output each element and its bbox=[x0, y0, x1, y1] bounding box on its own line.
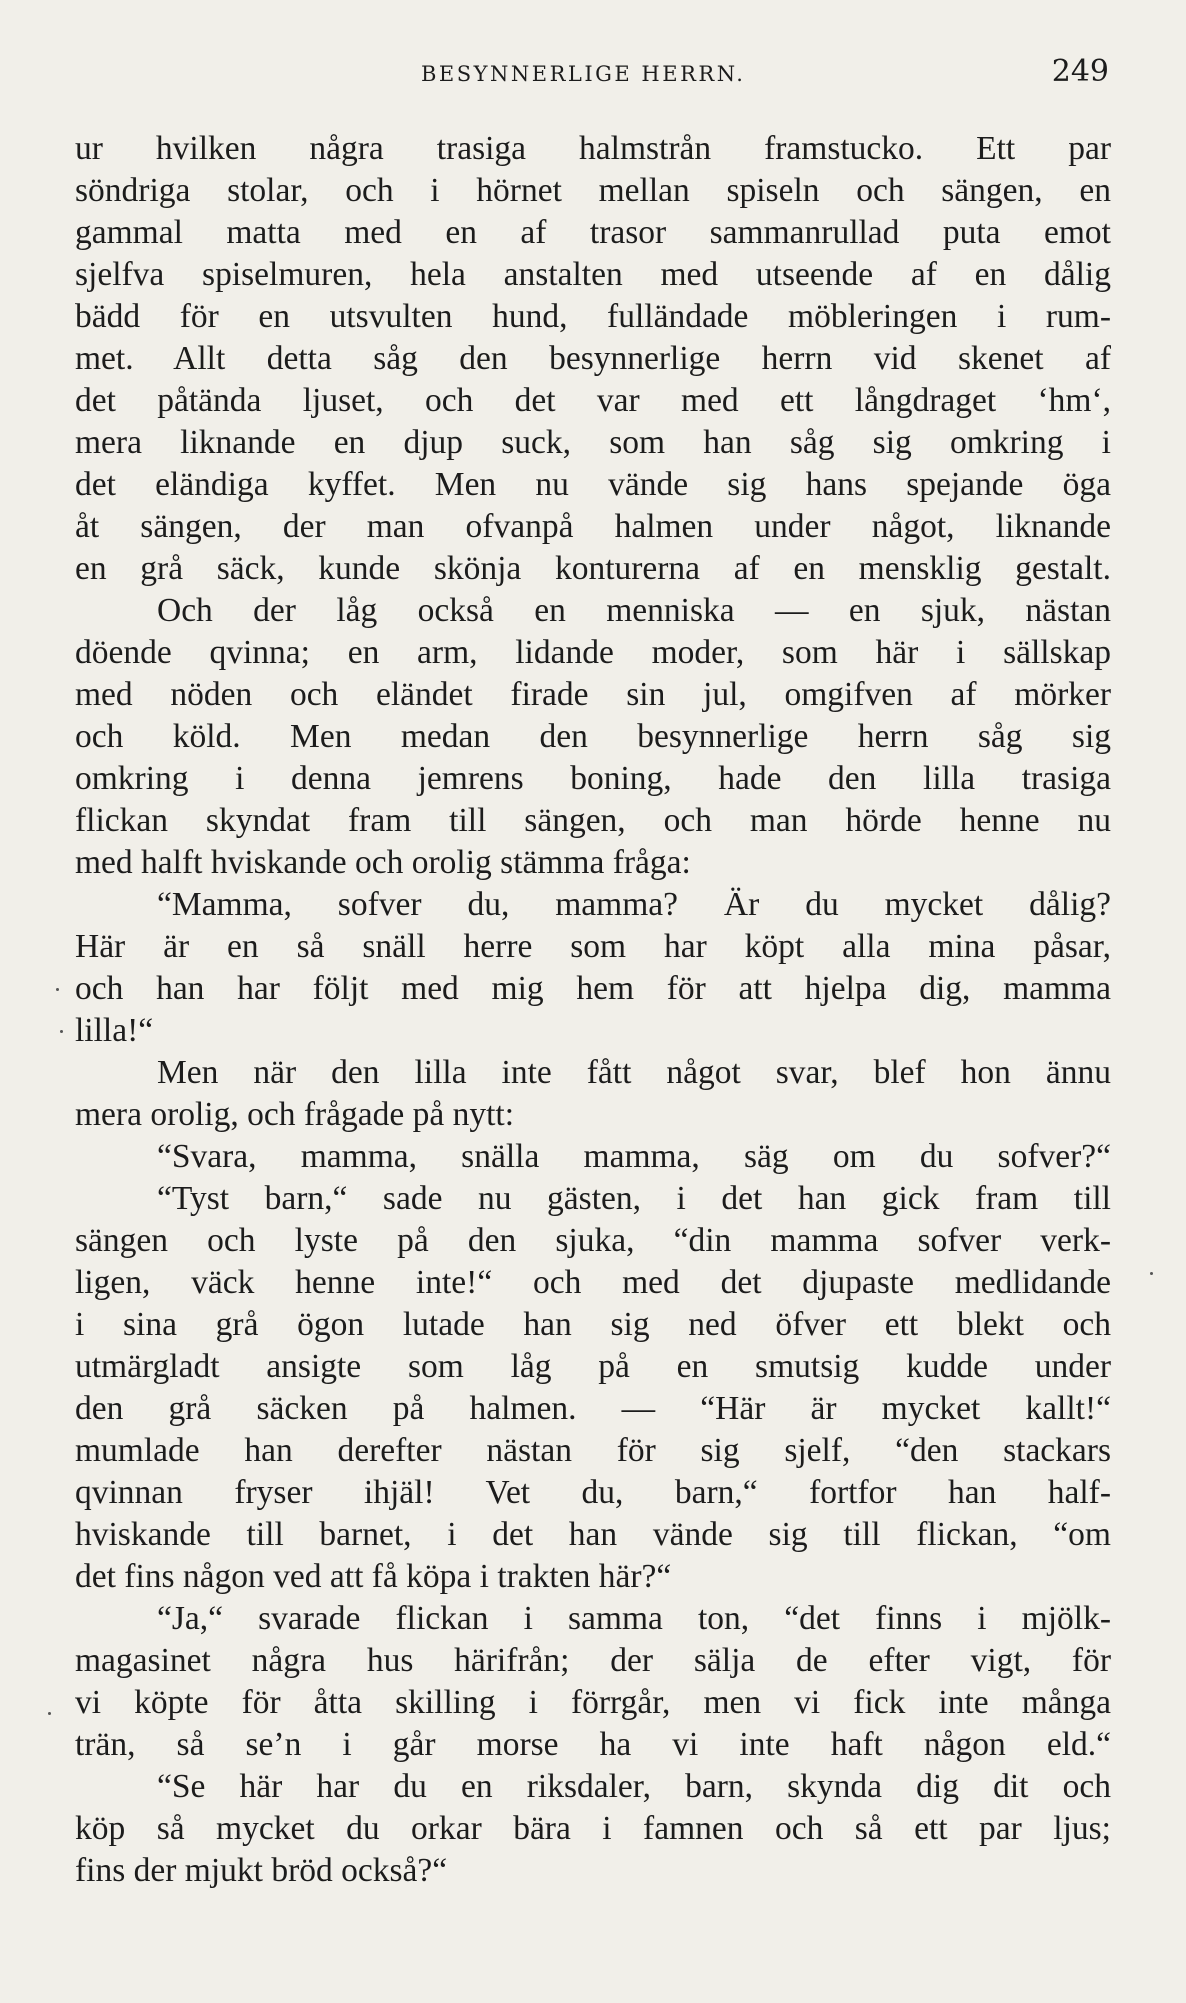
print-speck bbox=[56, 988, 59, 991]
text-line: “Tyst barn,“ sade nu gästen, i det han gick fram till bbox=[157, 1180, 1111, 1217]
text-line: bädd för en utsvulten hund, fulländade möbleringen i rum- bbox=[75, 298, 1111, 335]
text-line: döende qvinna; en arm, lidande moder, som här i sällskap bbox=[75, 634, 1111, 671]
text-line: vi köpte för åtta skilling i förrgår, men vi fick inte många bbox=[75, 1684, 1111, 1721]
text-line: qvinnan fryser ihjäl! Vet du, barn,“ fortfor han half- bbox=[75, 1474, 1111, 1511]
running-head: BESYNNERLIGE HERRN. bbox=[421, 62, 746, 86]
text-line: trän, så se’n i går morse ha vi inte haft någon eld.“ bbox=[75, 1726, 1111, 1763]
print-speck bbox=[60, 1030, 63, 1033]
text-line: omkring i denna jemrens boning, hade den lilla trasiga bbox=[75, 760, 1111, 797]
text-line: ligen, väck henne inte!“ och med det djupaste medlidande bbox=[75, 1264, 1111, 1301]
text-line: magasinet några hus härifrån; der sälja de efter vigt, för bbox=[75, 1642, 1111, 1679]
text-line: sjelfva spiselmuren, hela anstalten med utseende af en dålig bbox=[75, 256, 1111, 293]
text-line: hviskande till barnet, i det han vände sig till flickan, “om bbox=[75, 1516, 1111, 1553]
text-line: Här är en så snäll herre som har köpt alla mina påsar, bbox=[75, 928, 1111, 965]
text-line: och han har följt med mig hem för att hjelpa dig, mamma bbox=[75, 970, 1111, 1007]
text-line: och köld. Men medan den besynnerlige herrn såg sig bbox=[75, 718, 1111, 755]
text-line: mumlade han derefter nästan för sig sjelf, “den stackars bbox=[75, 1432, 1111, 1469]
text-line: fins der mjukt bröd också?“ bbox=[75, 1852, 448, 1889]
text-line: det eländiga kyffet. Men nu vände sig hans spejande öga bbox=[75, 466, 1111, 503]
text-line: utmärgladt ansigte som låg på en smutsig kudde under bbox=[75, 1348, 1111, 1385]
text-line: “Se här har du en riksdaler, barn, skynda dig dit och bbox=[157, 1768, 1111, 1805]
text-line: det påtända ljuset, och det var med ett långdraget ‘hm‘, bbox=[75, 382, 1111, 419]
text-line: mera liknande en djup suck, som han såg sig omkring i bbox=[75, 424, 1111, 461]
text-line: köp så mycket du orkar bära i famnen och så ett par ljus; bbox=[75, 1810, 1111, 1847]
text-line: mera orolig, och frågade på nytt: bbox=[75, 1096, 515, 1133]
text-line: flickan skyndat fram till sängen, och man hörde henne nu bbox=[75, 802, 1111, 839]
text-line: lilla!“ bbox=[75, 1012, 154, 1049]
text-line: met. Allt detta såg den besynnerlige herrn vid skenet af bbox=[75, 340, 1111, 377]
page-number: 249 bbox=[1051, 54, 1109, 89]
print-speck bbox=[48, 1712, 51, 1715]
text-line: ur hvilken några trasiga halmstrån framstucko. Ett par bbox=[75, 130, 1111, 167]
text-line: med halft hviskande och orolig stämma fråga: bbox=[75, 844, 691, 881]
print-speck bbox=[1150, 1272, 1153, 1275]
text-line: det fins någon ved att få köpa i trakten här?“ bbox=[75, 1558, 672, 1595]
body-text bbox=[75, 128, 1111, 1892]
text-line: söndriga stolar, och i hörnet mellan spiseln och sängen, en bbox=[75, 172, 1111, 209]
text-line: i sina grå ögon lutade han sig ned öfver ett blekt och bbox=[75, 1306, 1111, 1343]
text-line: åt sängen, der man ofvanpå halmen under något, liknande bbox=[75, 508, 1111, 545]
text-line: sängen och lyste på den sjuka, “din mamma sofver verk- bbox=[75, 1222, 1111, 1259]
text-line: gammal matta med en af trasor sammanrullad puta emot bbox=[75, 214, 1111, 251]
text-line: Men när den lilla inte fått något svar, blef hon ännu bbox=[157, 1054, 1111, 1091]
text-line: med nöden och eländet firade sin jul, omgifven af mörker bbox=[75, 676, 1111, 713]
text-line: en grå säck, kunde skönja konturerna af en mensklig gestalt. bbox=[75, 550, 1111, 587]
text-line: “Svara, mamma, snälla mamma, säg om du sofver?“ bbox=[157, 1138, 1111, 1175]
page-header bbox=[75, 54, 1111, 98]
text-line: “Ja,“ svarade flickan i samma ton, “det finns i mjölk- bbox=[157, 1600, 1111, 1637]
text-line: Och der låg också en menniska — en sjuk, nästan bbox=[157, 592, 1111, 629]
text-line: “Mamma, sofver du, mamma? Är du mycket dålig? bbox=[157, 886, 1111, 923]
text-line: den grå säcken på halmen. — “Här är mycket kallt!“ bbox=[75, 1390, 1111, 1427]
